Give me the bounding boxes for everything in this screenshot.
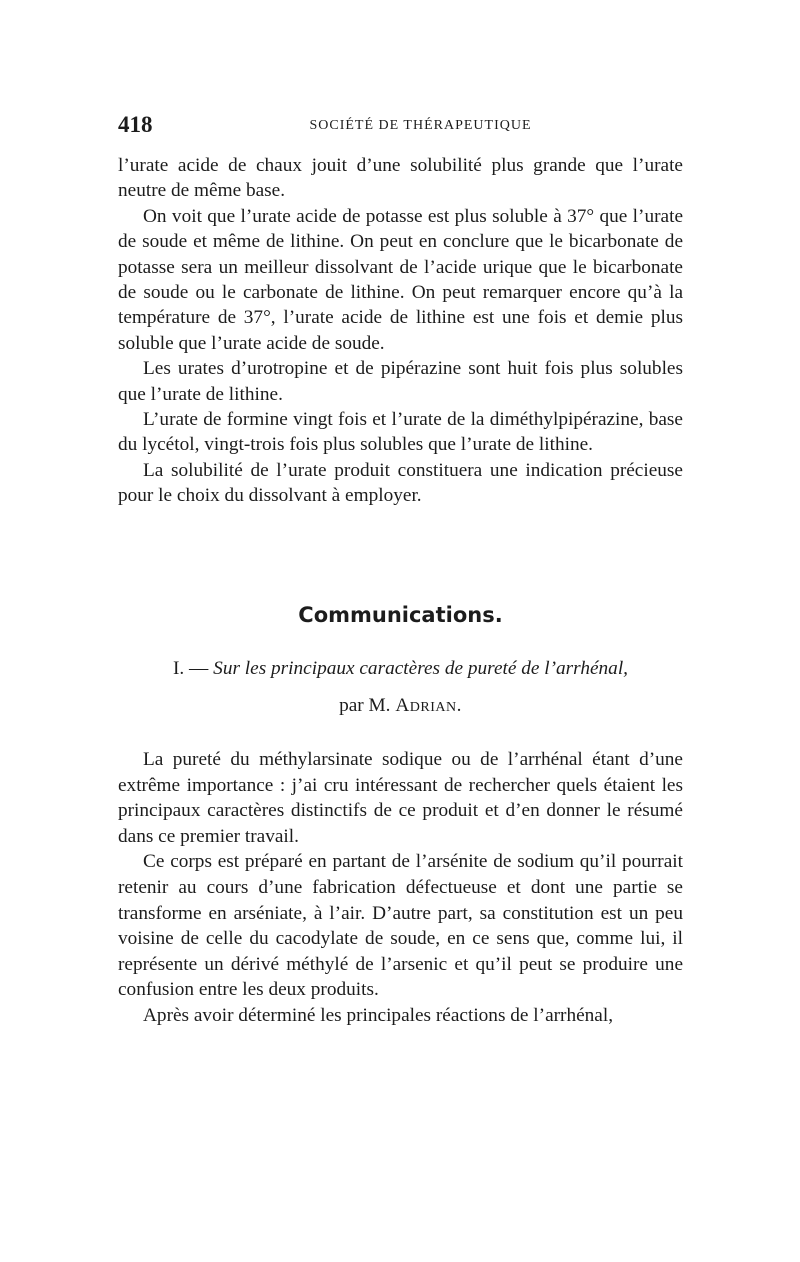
paragraph: l’urate acide de chaux jouit d’une solubilité plus grande que l’urate neutre de même base. <box>118 155 683 202</box>
page-number: 418 <box>118 112 153 137</box>
byline <box>118 695 683 717</box>
paragraph: L’urate de formine vingt fois et l’urate de la diméthylpipérazine, base du lycétol, vingt-trois fois plus solubles que l’urate de lithine. <box>118 409 683 456</box>
paragraph: Ce corps est préparé en partant de l’arsénite de sodium qu’il pourrait retenir au cours d’une fabrication défectueuse et dont une partie se transforme en arséniate, à l’air. D’autre part, sa constitution est un peu voisine de celle du cacodylate de soude, en ce sens que, comme lui, il représente un dérivé méthylé de l’arsenic et qu’il peut se produire une confusion entre les deux produits. <box>118 851 683 1001</box>
section-title: Communications. <box>298 603 503 627</box>
paragraph: Après avoir déterminé les principales réactions de l’arrhénal, <box>143 1004 614 1026</box>
paragraph: On voit que l’urate acide de potasse est plus soluble à 37° que l’urate de soude et même de lithine. On peut en conclure que le bicarbonate de potasse sera un meilleur dissolvant de l’acide urique que le bicarbonate de soude ou le carbonate de lithine. On peut remarquer encore qu’à la température de 37°, l’urate acide de lithine est une fois et demie plus soluble que l’urate acide de soude. <box>118 205 683 354</box>
communication-title <box>118 658 683 680</box>
communication-number: I. — <box>173 658 209 679</box>
author-name: Adrian. <box>395 695 462 716</box>
page-header <box>118 112 683 144</box>
running-head: SOCIÉTÉ DE THÉRAPEUTIQUE <box>309 118 532 133</box>
communication-subject: Sur les principaux caractères de pureté de l’arrhénal, <box>213 658 628 679</box>
paragraph: Les urates d’urotropine et de pipérazine sont huit fois plus solubles que l’urate de lithine. <box>118 358 683 405</box>
paragraph: La pureté du méthylarsinate sodique ou de l’arrhénal étant d’une extrême importance : j’ai cru intéressant de rechercher quels étaient les principaux caractères distinctifs de ce produit et d’en donner le résumé dans ce premier travail. <box>118 749 683 847</box>
body-text-top <box>118 153 683 509</box>
body-text-bottom <box>118 747 683 1029</box>
paragraph: La solubilité de l’urate produit constituera une indication précieuse pour le choix du dissolvant à employer. <box>118 459 683 507</box>
byline-prefix: par M. <box>339 695 391 716</box>
